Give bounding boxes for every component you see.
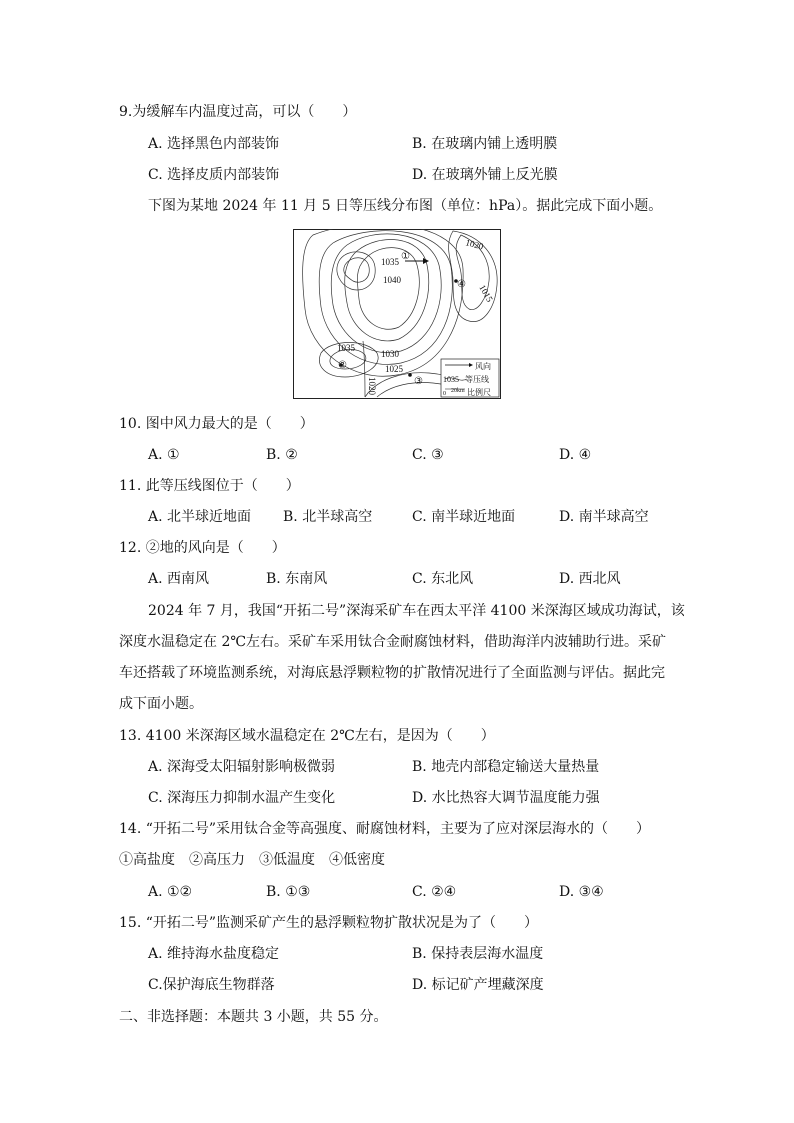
isobar-map [293,229,501,399]
q14-option-a: A. ①② [148,884,193,900]
q14-option-d: D. ③④ [559,884,604,900]
contour-label: 1015 [477,283,495,304]
q15-stem: 15. “开拓二号”监测采矿产生的悬浮颗粒物扩散状况是为了（ ） [119,915,539,931]
q15-option-b: B. 保持表层海水温度 [412,946,544,962]
legend-scale-km: 20km [451,388,465,394]
q12-option-a: A. 西南风 [148,571,210,587]
point-label-4: ④ [457,279,466,290]
contour-label: 1020 [367,377,377,395]
contour-label: 1040 [383,275,401,285]
q15-option-d: D. 标记矿产埋藏深度 [412,977,544,993]
intro-isobar: 下图为某地 2024 年 11 月 5 日等压线分布图（单位：hPa）。据此完成下面小题。 [148,198,663,214]
contour-label: 1035 [337,343,355,353]
q14-items: ①高盐度 ②高压力 ③低温度 ④低密度 [119,852,385,868]
contour-label: 1020 [464,237,485,252]
q12-option-c: C. 东北风 [412,571,474,587]
q12-option-d: D. 西北风 [559,571,621,587]
q14-option-b: B. ①③ [266,884,311,900]
q11-option-c: C. 南半球近地面 [412,509,516,525]
legend-scale-zero: 0 [443,391,446,397]
contour-label: 1030 [381,349,399,359]
q15-option-a: A. 维持海水盐度稳定 [148,946,280,962]
intro-passage-line: 成下面小题。 [119,696,203,712]
q11-option-b: B. 北半球高空 [283,509,373,525]
q11-option-a: A. 北半球近地面 [148,509,252,525]
q10-option-b: B. ② [266,447,298,463]
contour-label: 1025 [385,364,403,374]
q13-option-d: D. 水比热容大调节温度能力强 [412,790,600,806]
point-label-3: ③ [414,376,423,387]
point-label-2: ② [338,360,347,371]
contour-label: 1035 [381,257,399,267]
q11-stem: 11. 此等压线图位于（ ） [119,478,300,494]
q12-stem: 12. ②地的风向是（ ） [119,540,286,556]
q13-option-c: C. 深海压力抑制水温产生变化 [148,790,336,806]
intro-passage-line: 2024 年 7 月，我国“开拓二号”深海采矿车在西太平洋 4100 米深海区域成功海试，该 [148,603,685,619]
q11-option-d: D. 南半球高空 [559,509,649,525]
point-label-1: ① [401,251,410,262]
intro-passage-line: 深度水温稳定在 2℃左右。采矿车采用钛合金耐腐蚀材料，借助海洋内波辅助行进。采矿 [119,634,667,650]
q9-stem: 9.为缓解车内温度过高，可以（ ） [119,104,357,120]
q12-option-b: B. 东南风 [266,571,328,587]
q9-option-c: C. 选择皮质内部装饰 [148,167,280,183]
legend-isobar-value: 1035 [443,375,459,384]
q13-option-a: A. 深海受太阳辐射影响极微弱 [148,759,336,775]
q10-option-d: D. ④ [559,447,592,463]
section-heading: 二、非选择题：本题共 3 小题，共 55 分。 [119,1009,388,1025]
q9-option-b: B. 在玻璃内铺上透明膜 [412,136,558,152]
legend-isobar: 等压线 [465,375,489,384]
q13-stem: 13. 4100 米深海区域水温稳定在 2℃左右，是因为（ ） [119,728,495,744]
legend-scale: 比例尺 [467,388,491,397]
q10-stem: 10. 图中风力最大的是（ ） [119,416,314,432]
q9-option-a: A. 选择黑色内部装饰 [148,136,280,152]
q10-option-a: A. ① [148,447,180,463]
q13-option-b: B. 地壳内部稳定输送大量热量 [412,759,600,775]
q10-option-c: C. ③ [412,447,444,463]
q14-stem: 14. “开拓二号”采用钛合金等高强度、耐腐蚀材料，主要为了应对深层海水的（ ） [119,821,651,837]
q9-option-d: D. 在玻璃外铺上反光膜 [412,167,558,183]
legend-wind: 风向 [475,362,491,371]
q15-option-c: C.保护海底生物群落 [148,977,275,993]
q14-option-c: C. ②④ [412,884,457,900]
intro-passage-line: 车还搭载了环境监测系统，对海底悬浮颗粒物的扩散情况进行了全面监测与评估。据此完 [119,665,665,681]
